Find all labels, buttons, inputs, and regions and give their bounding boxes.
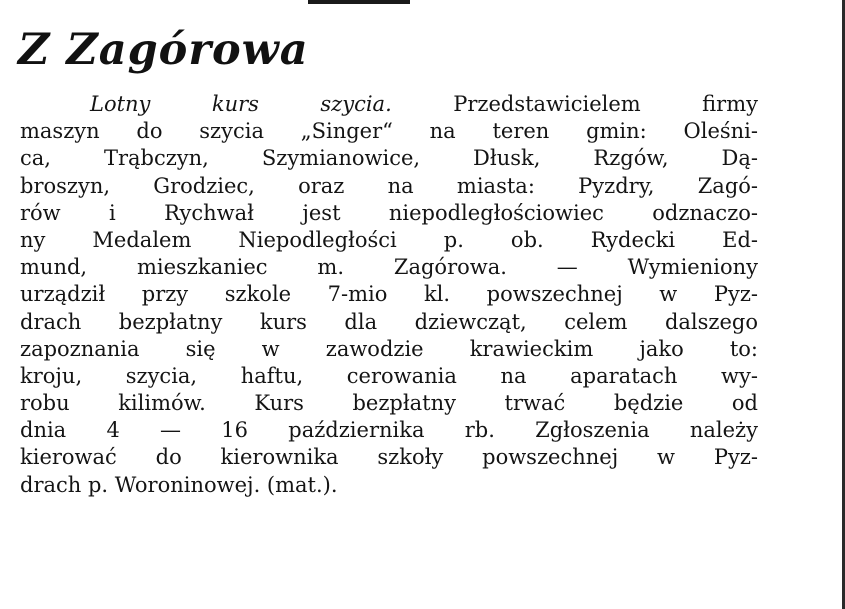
article-line: kroju, szycia, haftu, cerowania na aparatach wy-: [20, 363, 758, 388]
article-line: zapoznania się w zawodzie krawieckim jako to:: [20, 336, 758, 361]
article-line: kierować do kierownika szkoły powszechnej w Pyz-: [20, 445, 758, 470]
top-rule: [308, 0, 410, 4]
article-line: [20, 91, 758, 118]
article-line-text: Przedstawicielem firmy: [453, 92, 758, 116]
article-line: maszyn do szycia „Singer“ na teren gmin: Oleśni-: [20, 119, 758, 144]
article-line: drach p. Woroninowej. (mat.).: [20, 472, 338, 497]
article-line: dnia 4 — 16 października rb. Zgłoszenia należy: [20, 418, 758, 443]
article-line: drach bezpłatny kurs dla dziewcząt, celem dalszego: [20, 309, 758, 334]
article-headline: Z Zagórowa: [18, 25, 309, 75]
article-lead: Lotny kurs szycia.: [90, 92, 392, 116]
article-body: [20, 91, 758, 499]
article-line: rów i Rychwał jest niepodległościowiec odznaczo-: [20, 200, 758, 225]
article-line: broszyn, Grodziec, oraz na miasta: Pyzdry, Zagó-: [20, 173, 758, 198]
article-line: ny Medalem Niepodległości p. ob. Rydecki Ed-: [20, 227, 758, 252]
article-line: urządził przy szkole 7-mio kl. powszechnej w Pyz-: [20, 282, 758, 307]
article-line: robu kilimów. Kurs bezpłatny trwać będzie od: [20, 391, 758, 416]
article-line: ca, Trąbczyn, Szymianowice, Dłusk, Rzgów, Dą-: [20, 146, 758, 171]
article-line: mund, mieszkaniec m. Zagórowa. — Wymieniony: [20, 255, 758, 280]
